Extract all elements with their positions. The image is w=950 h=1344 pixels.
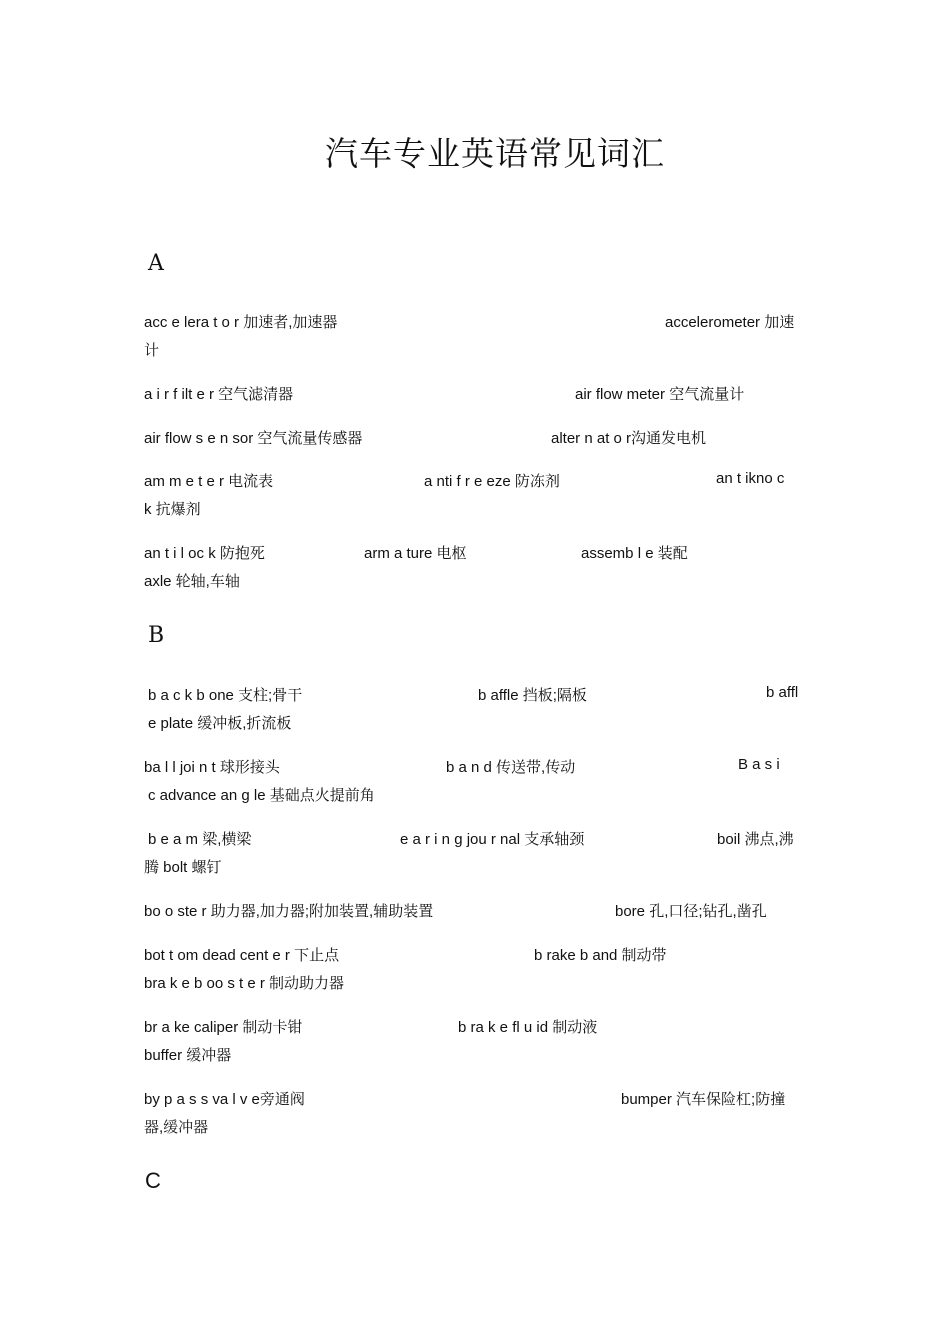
vocab-entry: bumper 汽车保险杠;防撞 xyxy=(621,1091,786,1108)
vocab-entry: arm a ture 电枢 xyxy=(364,545,467,562)
vocab-entry: bore 孔,口径;钻孔,凿孔 xyxy=(615,903,767,920)
vocab-entry: b affl xyxy=(766,684,799,701)
vocab-entry: an t i l oc k 防抱死 xyxy=(144,545,265,562)
vocab-entry: c advance an g le 基础点火提前角 xyxy=(148,787,375,804)
vocab-entry: by p a s s va l v e旁通阀 xyxy=(144,1091,305,1108)
section-letter-b: B xyxy=(148,623,165,648)
vocab-entry: b affle 挡板;隔板 xyxy=(478,687,587,704)
vocab-entry: am m e t e r 电流表 xyxy=(144,473,274,490)
vocab-entry: an t ikno c xyxy=(716,470,785,487)
vocab-entry: axle 轮轴,车轴 xyxy=(144,573,240,590)
vocab-entry: 腾 bolt 螺钉 xyxy=(144,859,222,876)
vocab-entry: b e a m 梁,横梁 xyxy=(148,831,252,848)
section-letter-c: C xyxy=(145,1168,161,1193)
vocab-entry: alter n at o r沟通发电机 xyxy=(551,430,707,447)
vocab-entry: acc e lera t o r 加速者,加速器 xyxy=(144,314,338,331)
vocab-entry: ba l l joi n t 球形接头 xyxy=(144,759,280,776)
vocab-entry: bra k e b oo s t e r 制动助力器 xyxy=(144,975,345,992)
vocab-entry: assemb l e 装配 xyxy=(581,545,688,562)
vocab-entry: k 抗爆剂 xyxy=(144,501,201,518)
vocab-entry: bo o ste r 助力器,加力器;附加装置,辅助装置 xyxy=(144,903,434,920)
vocab-entry: a nti f r e eze 防冻剂 xyxy=(424,473,560,490)
vocab-entry: e a r i n g jou r nal 支承轴颈 xyxy=(400,831,585,848)
vocab-entry: 计 xyxy=(144,342,160,359)
vocab-entry: boil 沸点,沸 xyxy=(717,831,794,848)
vocab-entry: b ra k e fl u id 制动液 xyxy=(458,1019,598,1036)
vocab-entry: 器,缓冲器 xyxy=(144,1119,209,1136)
section-letter-a: A xyxy=(148,251,164,276)
vocab-entry: b rake b and 制动带 xyxy=(534,947,667,964)
vocab-entry: b a n d 传送带,传动 xyxy=(446,759,576,776)
vocab-entry: accelerometer 加速 xyxy=(665,314,795,331)
vocab-entry: air flow s e n sor 空气流量传感器 xyxy=(144,430,363,447)
vocab-entry: e plate 缓冲板,折流板 xyxy=(148,715,292,732)
page-title: 汽车专业英语常见词汇 xyxy=(325,134,665,173)
vocab-entry: br a ke caliper 制动卡钳 xyxy=(144,1019,303,1036)
vocab-entry: B a s i xyxy=(738,756,780,773)
vocab-entry: b a c k b one 支柱;骨干 xyxy=(148,687,303,704)
vocab-entry: buffer 缓冲器 xyxy=(144,1047,232,1064)
vocab-entry: bot t om dead cent e r 下止点 xyxy=(144,947,340,964)
vocab-entry: a i r f ilt e r 空气滤清器 xyxy=(144,386,294,403)
vocab-entry: air flow meter 空气流量计 xyxy=(575,386,745,403)
